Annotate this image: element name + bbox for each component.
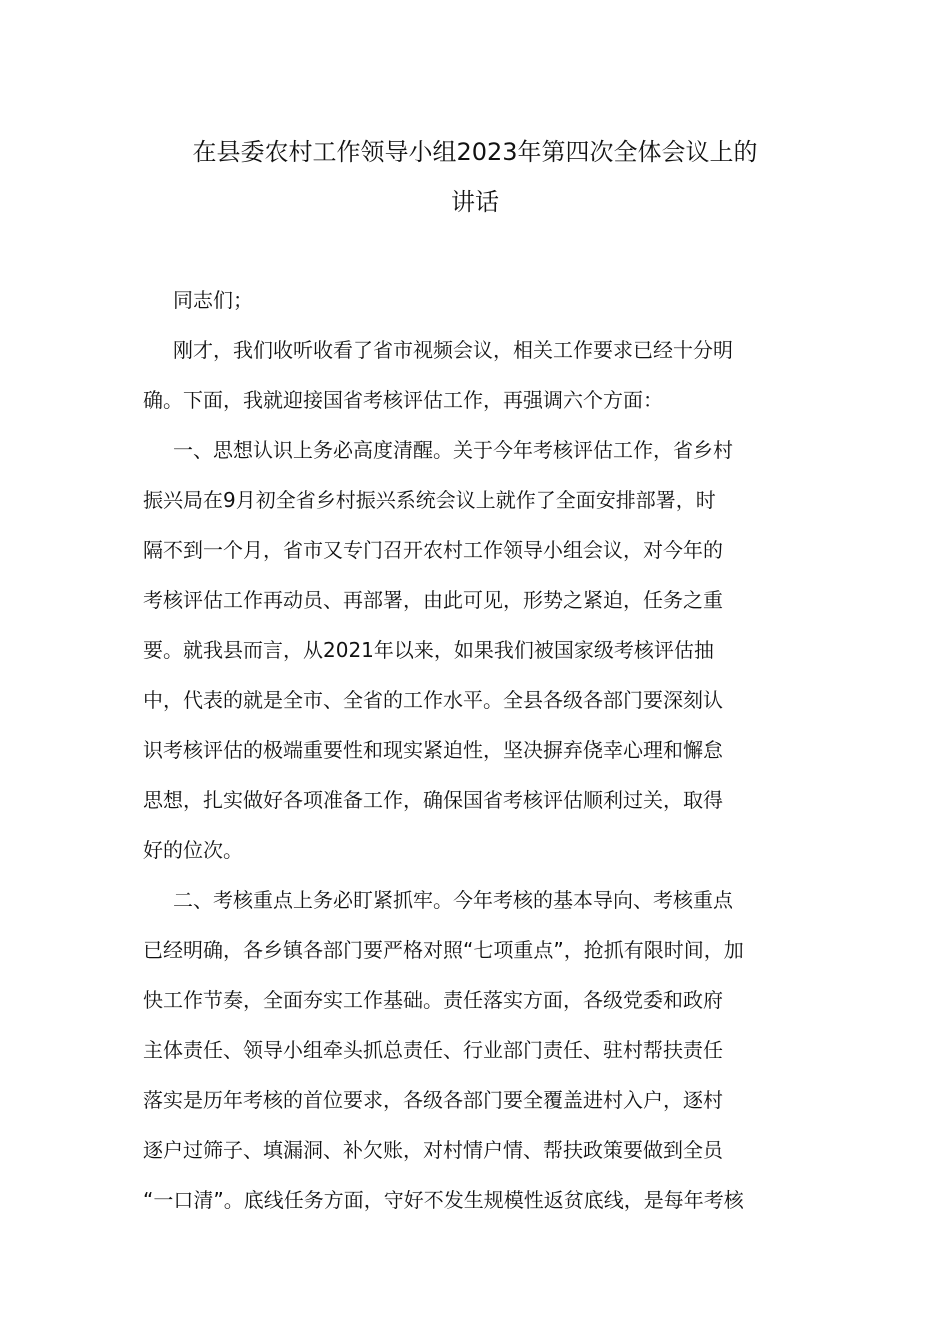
paragraph-line: 中，代表的就是全市、全省的工作水平。全县各级各部门要深刻认 [143,688,723,712]
document-title [143,126,807,226]
paragraph-line: 刚才，我们收听收看了省市视频会议，相关工作要求已经十分明 [173,338,733,362]
paragraph-salutation [143,275,807,325]
paragraph-line: 考核评估工作再动员、再部署，由此可见，形势之紧迫，任务之重 [143,588,723,612]
paragraph-intro [143,325,807,425]
paragraph-line: 思想，扎实做好各项准备工作，确保国省考核评估顺利过关，取得 [143,788,723,812]
paragraph-line: 隔不到一个月，省市又专门召开农村工作领导小组会议，对今年的 [143,538,723,562]
title-line: 讲话 [451,188,499,216]
paragraph-section-two [143,875,807,1225]
paragraph-line: 主体责任、领导小组牵头抓总责任、行业部门责任、驻村帮扶责任 [143,1038,723,1062]
paragraph-line: 一、思想认识上务必高度清醒。关于今年考核评估工作，省乡村 [173,438,733,462]
paragraph-section-one [143,425,807,875]
paragraph-line: 已经明确，各乡镇各部门要严格对照“七项重点”，抢抓有限时间，加 [143,938,744,962]
paragraph-line: “一口清”。底线任务方面，守好不发生规模性返贫底线，是每年考核 [143,1188,744,1212]
paragraph-line: 落实是历年考核的首位要求，各级各部门要全覆盖进村入户，逐村 [143,1088,723,1112]
paragraph-line: 二、考核重点上务必盯紧抓牢。今年考核的基本导向、考核重点 [173,888,733,912]
document-body [143,275,807,1225]
paragraph-line: 好的位次。 [143,838,243,862]
paragraph-line: 逐户过筛子、填漏洞、补欠账，对村情户情、帮扶政策要做到全员 [143,1138,723,1162]
paragraph-line: 同志们； [173,288,253,312]
paragraph-line: 要。就我县而言，从2021年以来，如果我们被国家级考核评估抽 [143,638,714,662]
paragraph-line: 识考核评估的极端重要性和现实紧迫性，坚决摒弃侥幸心理和懈怠 [143,738,723,762]
paragraph-line: 确。下面，我就迎接国省考核评估工作，再强调六个方面： [143,388,663,412]
paragraph-line: 振兴局在9月初全省乡村振兴系统会议上就作了全面安排部署，时 [143,488,716,512]
paragraph-line: 快工作节奏，全面夯实工作基础。责任落实方面，各级党委和政府 [143,988,723,1012]
title-line: 在县委农村工作领导小组2023年第四次全体会议上的 [192,138,758,166]
